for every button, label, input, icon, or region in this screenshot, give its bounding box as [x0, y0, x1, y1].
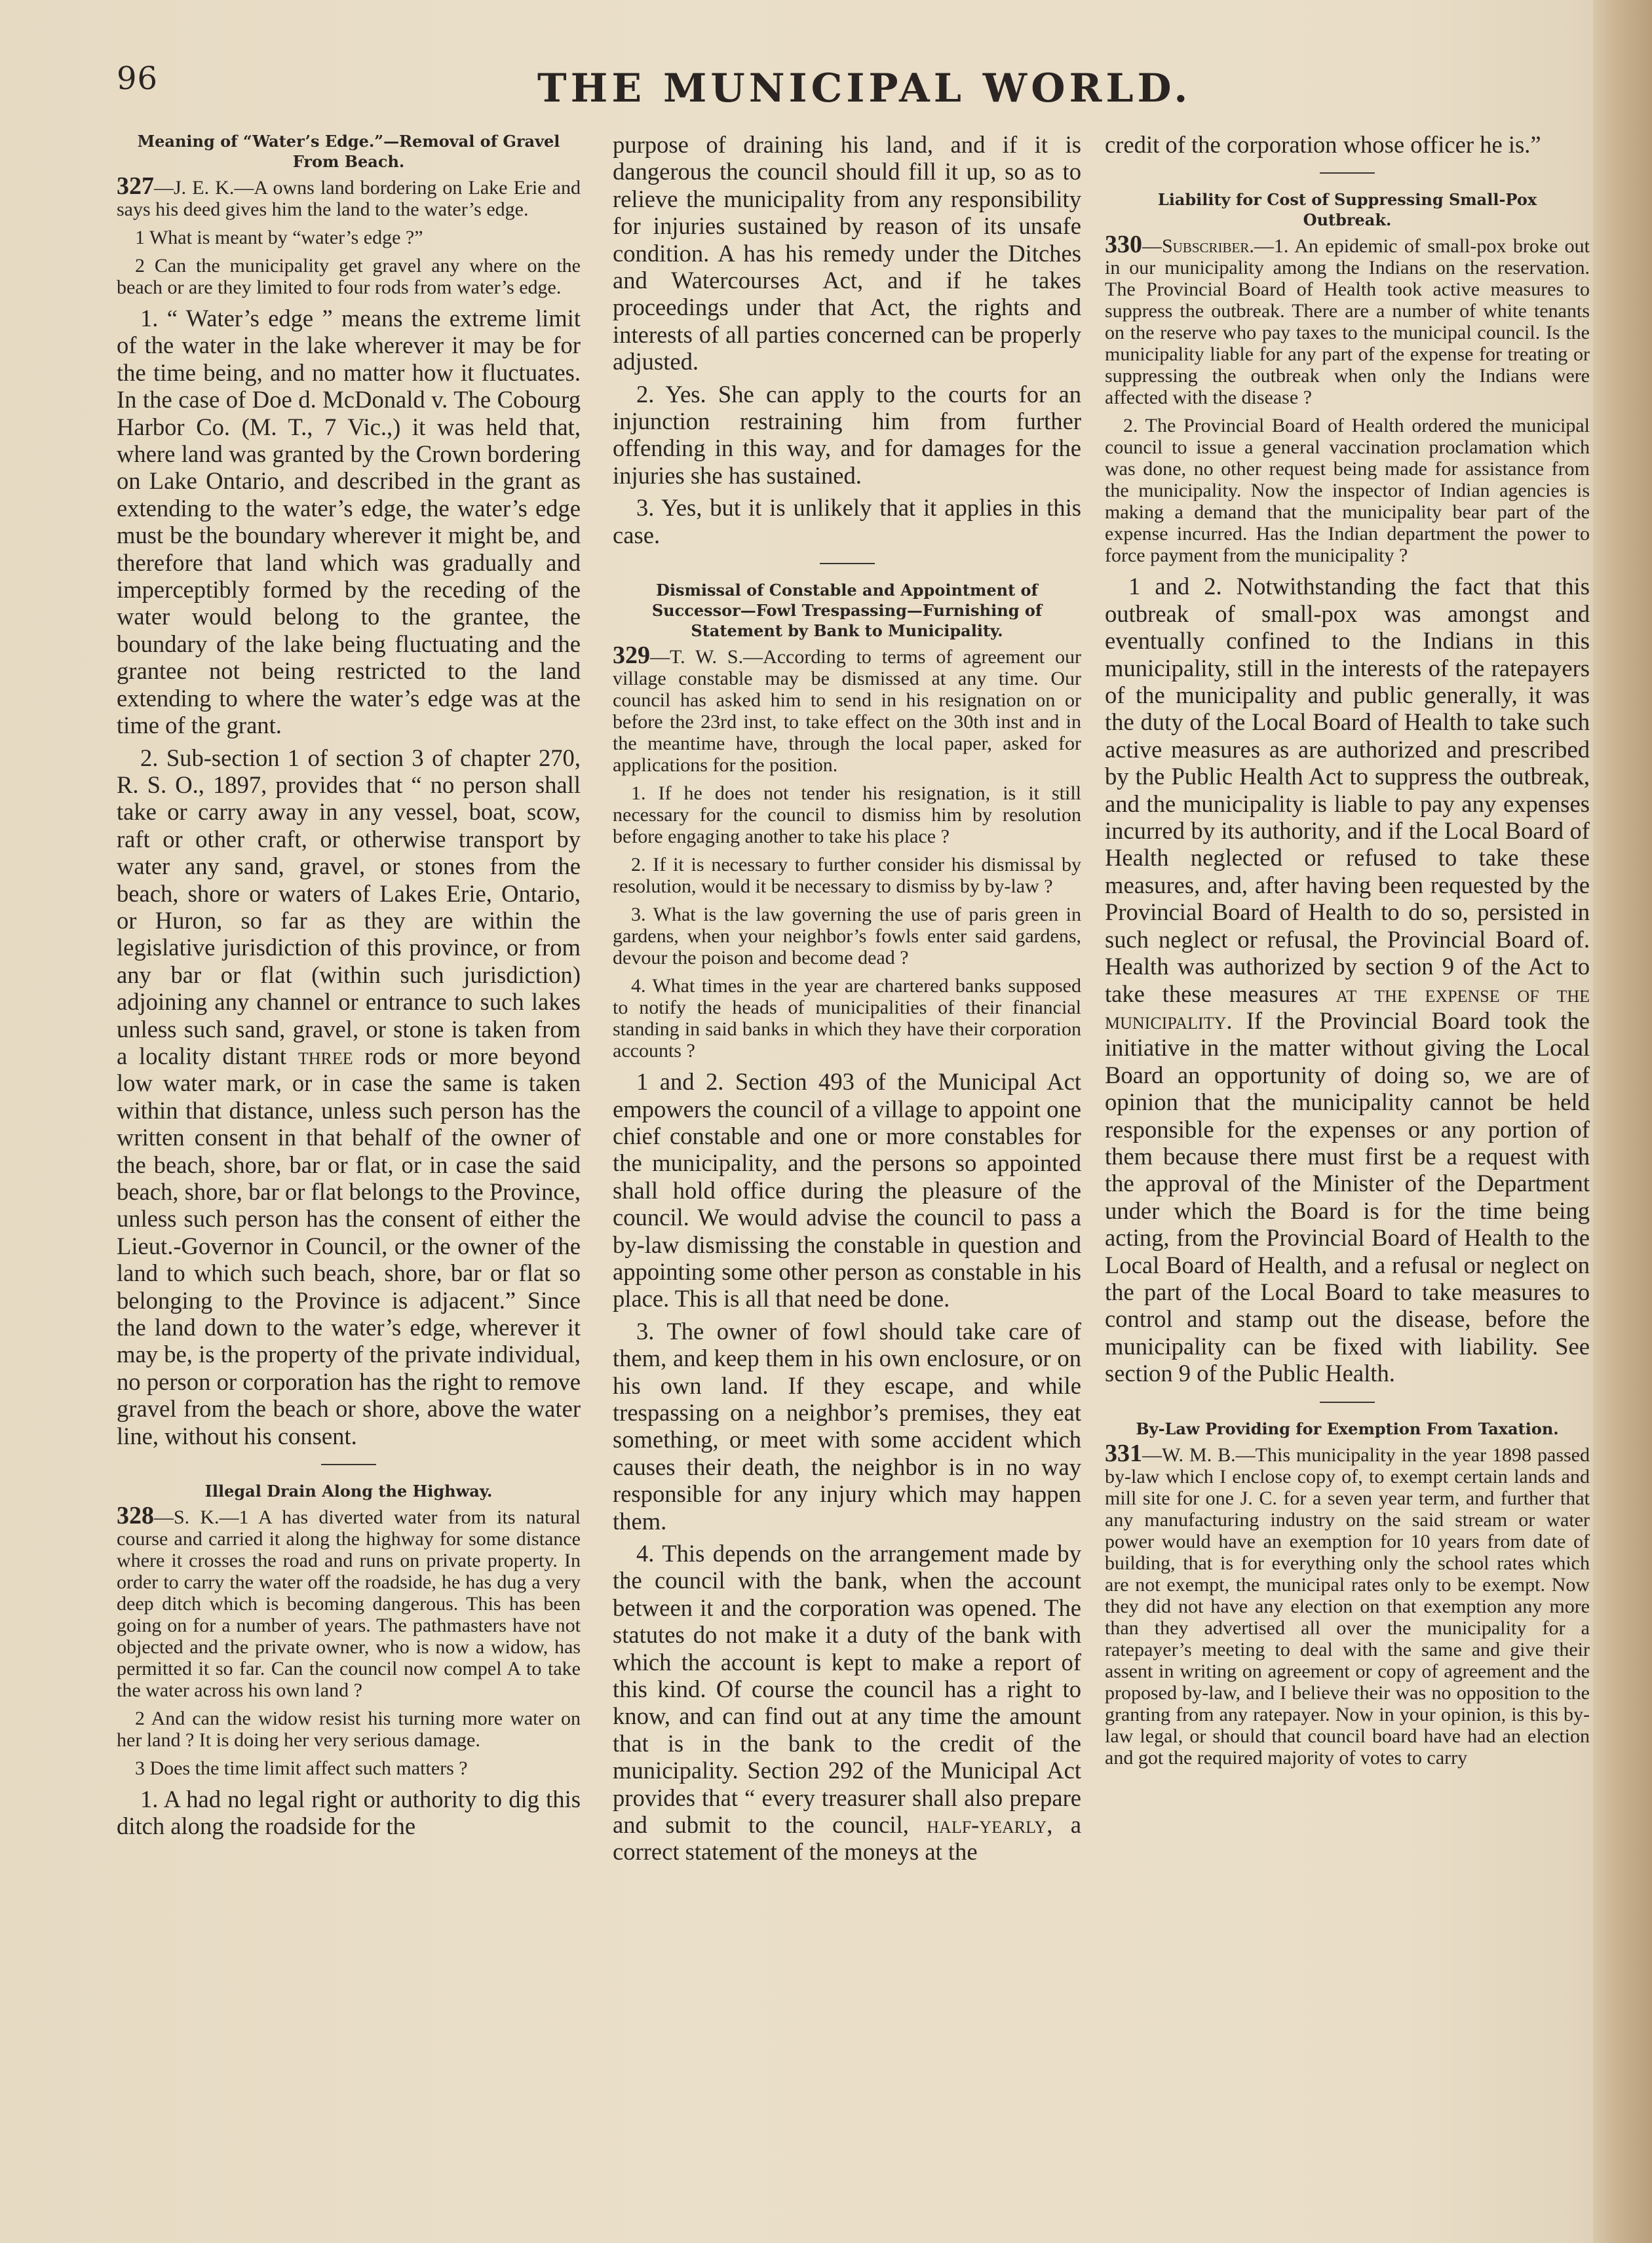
page-edge-shadow	[1593, 0, 1652, 2243]
question-331-text: —W. M. B.—This municipality in the year 1898 passed by-law which I enclose copy of, to exempt certain lands and mill site for one J. C. for a seven year term, and further that any manufacturing industry on the said stream or water power would have an exemption for 10 years from date of building, that is for everything only the school rates which are not exempt, the municipal rates only to be exempt. Now they did not have any election on that exemption any more than they advertised all over the municipality for a ratepayer’s meeting to deal with the same and give their assent in writing on agreement or copy of agreement and the proposed by-law, and I believe their was no opposition to the granting from any ratepayer. Now in your opinion, is this by-law legal, or should that council board have had an election and got the required majority of votes to carry	[1105, 1444, 1590, 1769]
answer-328-part-3: 3. Yes, but it is unlikely that it applies in this case.	[613, 494, 1081, 548]
answer-330-small-caps: at the expense of the municipality.	[1105, 980, 1590, 1034]
question-329-part-2: 2. If it is necessary to further consider his dismissal by resolution, would it be necessary to dismiss by by-law ?	[613, 854, 1081, 898]
answer-329-parts-1-2: 1 and 2. Section 493 of the Municipal Act empowers the council of a village to appoint one chief constable and one or more constables for the municipality, and the persons so appointed shall hold office during the pleasure of the council. We would advise the council to pass a by-law dismissing the constable in question and appointing some other person as constable in his place. This is all that need be done.	[613, 1068, 1081, 1313]
heading-331: By-Law Providing for Exemption From Taxation.	[1136, 1419, 1559, 1438]
answer-327-part-2-text-a: 2. Sub-section 1 of section 3 of chapter 270, R. S. O., 1897, provides that “ no person shall take or carry away in any vessel, boat, scow, raft or other craft, or otherwise transport by water any sand, gravel, or stones from the beach, shore or waters of Lakes Erie, Ontario, or Huron, so far as they are within the legislative jurisdiction of this province, or from any bar or flat (within such jurisdiction) adjoining any channel or entrance to such lakes unless such sand, gravel, or stone is taken from a locality distant	[117, 744, 581, 1069]
column-2	[613, 131, 1081, 1871]
section-divider	[1320, 172, 1375, 174]
question-329-part-4: 4. What times in the year are chartered banks supposed to notify the heads of municipalities of their financial standing in said banks in which they have their corporation accounts ?	[613, 975, 1081, 1062]
section-divider	[1320, 1402, 1375, 1403]
column-1	[117, 131, 581, 1845]
heading-327: Meaning of “Water’s Edge.”—Removal of Gravel From Beach.	[137, 132, 560, 171]
question-327-part-1: 1 What is meant by “water’s edge ?”	[135, 227, 423, 248]
answer-327-part-2-text-b: rods or more beyond low water mark, or in case the same is taken within that distance, unless such person has the written consent in that behalf of the owner of the beach, shore, bar or flat, or in case the said beach, shore, bar or flat belongs to the Province, unless such person has the consent of either the Lieut.-Governor in Council, or the owner of the land to which such beach, shore, bar or flat so belonging to the Province is adjacent.” Since the land down to the water’s edge, wherever it may be, is the property of the private individual, no person or corporation has the right to remove gravel from the beach or shore, above the water line, without his consent.	[117, 1042, 581, 1449]
answer-329-part-3: 3. The owner of fowl should take care of them, and keep them in his own enclosure, or on his own land. If they escape, and while trespassing on a neighbor’s premises, they eat something, or meet with some accident which causes their death, the neighbor is in no way responsible for any injury which may happen them.	[613, 1317, 1081, 1535]
heading-328: Illegal Drain Along the Highway.	[204, 1482, 493, 1501]
question-328	[117, 1502, 581, 1702]
answer-329-small-caps: half-yearly,	[927, 1811, 1053, 1839]
answer-329-part-4	[613, 1540, 1081, 1866]
question-330-part-2: 2. The Provincial Board of Health ordered the municipal council to issue a general vaccination proclamation which was done, no other request being made for assistance from the municipality. Now the inspector of Indian agencies is making a demand that the municipality bear part of the expense incurred. Has the Indian department the power to force payment from the municipality ?	[1105, 415, 1590, 567]
question-328-text: —S. K.—1 A has diverted water from its natural course and carried it along the highway for some distance where it crosses the road and runs on private property. In order to carry the water off the roadside, he has dug a very deep ditch which is becoming dangerous. This has been going on for a number of years. The pathmasters have not objected and the private owner, who is now a widow, has permitted it so far. Can the council now compel A to take the water across his own land ?	[117, 1506, 581, 1702]
heading-330: Liability for Cost of Suppressing Small-Pox Outbreak.	[1157, 190, 1537, 230]
question-329-part-3: 3. What is the law governing the use of paris green in gardens, when your neighbor’s fowls enter said gardens, devour the poison and become dead ?	[613, 904, 1081, 969]
question-number-327: 327	[117, 172, 154, 200]
answer-327-small-caps: three	[298, 1042, 353, 1069]
question-328-part-3: 3 Does the time limit affect such matters ?	[135, 1757, 468, 1780]
answer-328-part-2: 2. Yes. She can apply to the courts for an injunction restraining him from further offending in this way, and for damages for the injuries she has sustained.	[613, 380, 1081, 489]
question-330	[1105, 231, 1590, 409]
question-331	[1105, 1439, 1590, 1769]
question-330-correspondent: —Subscriber.	[1142, 235, 1254, 258]
question-329-part-1: 1. If he does not tender his resignation, is it still necessary for the council to dismiss him by resolution before engaging another to take his place ?	[613, 782, 1081, 848]
section-divider	[820, 563, 875, 564]
column-3	[1105, 131, 1590, 1775]
question-329-text: —T. W. S.—According to terms of agreement our village constable may be dismissed at any time. Our council has asked him to send in his resignation on or before the 23rd inst, to take effect on the 30th inst and in the meantime have, through the local paper, asked for applications for the position.	[613, 646, 1081, 776]
answer-329-part-4-text-a: 4. This depends on the arrangement made by the council with the bank, when the account between it and the corporation was opened. The statutes do not make it a duty of the bank with which the account is kept to make a report of this kind. Of course the council has a right to know, and can find out at any time the amount that is in the bank to the credit of the municipality. Section 292 of the Municipal Act provides that “ every treasurer shall also prepare and submit to the council,	[613, 1540, 1081, 1839]
question-number-331: 331	[1105, 1439, 1142, 1467]
answer-329-part-4-text-b: a correct statement of the moneys at the	[613, 1811, 1081, 1866]
page-number: 96	[117, 60, 159, 97]
answer-330	[1105, 573, 1590, 1387]
question-329	[613, 642, 1081, 776]
question-328-part-2: 2 And can the widow resist his turning more water on her land ? It is doing her very serious damage.	[117, 1708, 581, 1752]
answer-330-text-a: 1 and 2. Notwithstanding the fact that this outbreak of small-pox was amongst and eventually confined to the Indians in this municipality, still in the interests of the ratepayers of the municipality and public generally, it was the duty of the Local Board of Health to take such active measures as are authorized and prescribed by the Public Health Act to suppress the outbreak, and the municipality is liable to pay any expenses incurred by its authority, and if the Local Board of Health neglected or refused to take these measures, and, after having been requested by the Provincial Board of Health to do so, persisted in such neglect or refusal, the Provincial Board of. Health was authorized by section 9 of the Act to take these measures	[1105, 573, 1590, 1007]
question-330-text: —1. An epidemic of small-pox broke out in our municipality among the Indians on the reservation. The Provincial Board of Health took active measures to suppress the outbreak. There are a number of white tenants on the reserve who pay taxes to the municipal council. Is the municipality liable for any part of the expense for treating or suppressing the outbreak when only the Indians were affected with the disease ?	[1105, 235, 1590, 409]
heading-329: Dismissal of Constable and Appointment of Successor—Fowl Trespassing—Furnishing of Statement by Bank to Municipality.	[651, 581, 1043, 641]
answer-330-text-b: If the Provincial Board took the initiative in the matter without giving the Local Board an opportunity of doing so, we are of opinion that the municipality cannot be held responsible for the expenses or any portion of them because there must first be a request with the approval of the Minister of the Department under which the Board is for the time being acting, from the Provincial Board of Health to the Local Board of Health, and a refusal or neglect on the part of the Local Board to take measures to control and stamp out the disease, before the municipality can be fixed with liability. See section 9 of the Public Health.	[1105, 1006, 1590, 1387]
publication-masthead: THE MUNICIPAL WORLD.	[537, 66, 1192, 111]
answer-327-part-1: 1. “ Water’s edge ” means the extreme limit of the water in the lake wherever it may be for the time being, and no matter how it fluctuates. In the case of Doe d. McDonald v. The Cobourg Harbor Co. (M. T., 7 Vic.,) it was held that, where land was granted by the Crown bordering on Lake Ontario, and described in the grant as extending to the water’s edge, the water’s edge must be the boundary wherever it might be, and therefore that land which was gradually and imperceptibly formed by the receding of the water would belong to the grantee, the boundary of the lake being fluctuating and the grantee not being restricted to the land extending to where the water’s edge was at the time of the grant.	[117, 305, 581, 739]
answer-327-part-2	[117, 744, 581, 1450]
section-divider	[321, 1464, 376, 1465]
question-number-329: 329	[613, 642, 650, 670]
answer-328-part-1-continued: purpose of draining his land, and if it is dangerous the council should fill it up, so as to relieve the municipality from any responsibility for injuries sustained by reason of its unsafe condition. A has his remedy under the Ditches and Watercourses Act, and if he takes proceedings under that Act, the rights and interests of all parties concerned can be properly adjusted.	[613, 131, 1081, 375]
question-327	[117, 172, 581, 220]
answer-329-part-4-continued: credit of the corporation whose officer he is.”	[1105, 131, 1541, 158]
question-327-part-2: 2 Can the municipality get gravel any where on the beach or are they limited to four rods from water’s edge.	[117, 255, 581, 298]
question-number-328: 328	[117, 1502, 154, 1530]
question-327-text: —J. E. K.—A owns land bordering on Lake Erie and says his deed gives him the land to the water’s edge.	[117, 177, 581, 220]
question-number-330: 330	[1105, 231, 1142, 259]
answer-328-part-1: 1. A had no legal right or authority to dig this ditch along the roadside for the	[117, 1786, 581, 1840]
